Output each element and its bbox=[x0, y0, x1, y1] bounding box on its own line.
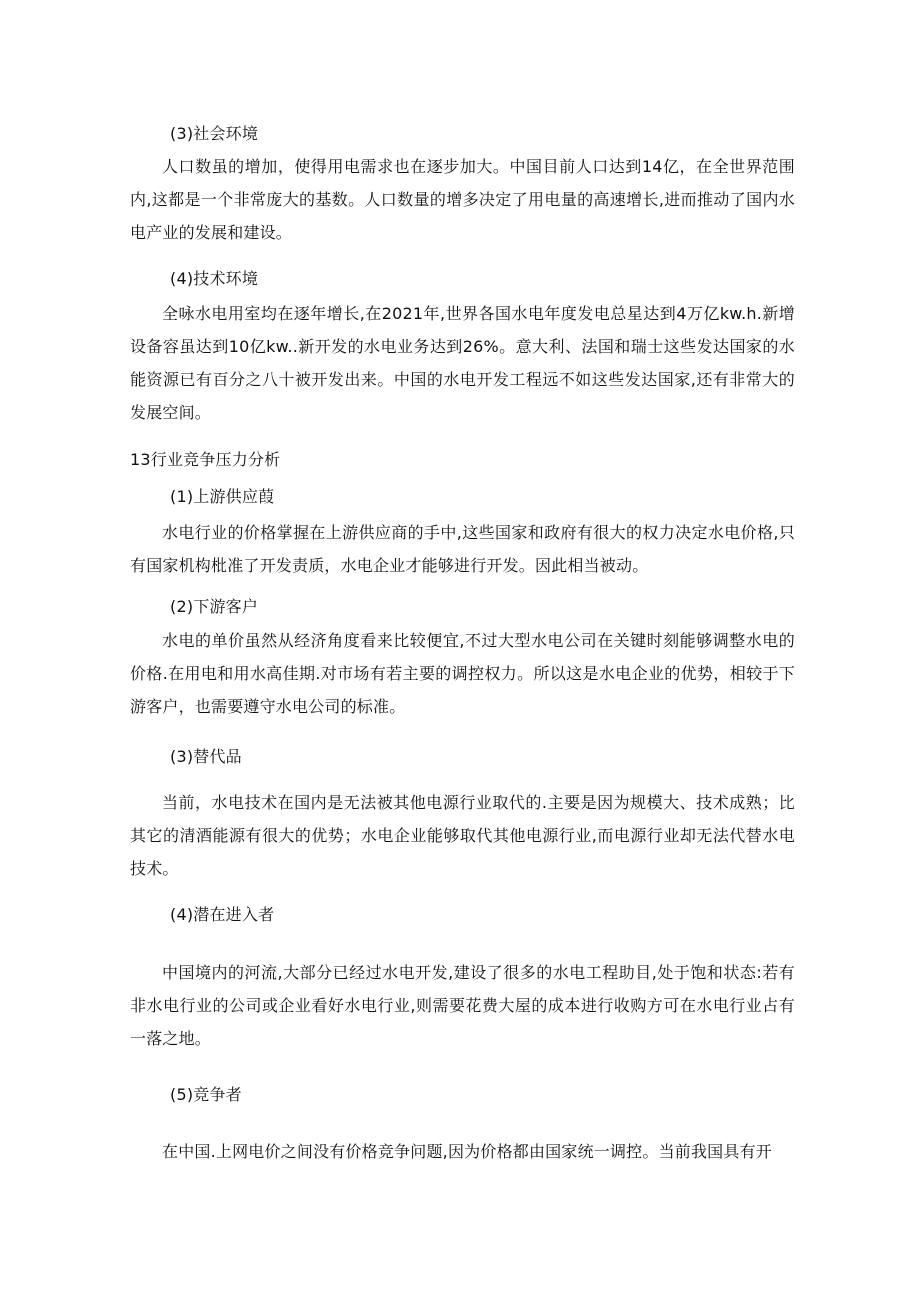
paragraph-upstream-suppliers: 水电行业的价格掌握在上游供应商的手中,这些国家和政府有很大的权力决定水电价格,只有国家机构枇准了开发责质，水电企业才能够进行开发。因此相当被动。 bbox=[130, 523, 795, 575]
subheading-competitors: (5)竞争者 bbox=[170, 1085, 242, 1104]
paragraph-potential-entrants: 中国境内的河流,大部分已经过水电开发,建设了很多的水电工程助目,处于饱和状态:若有非水电行业的公司或企业看好水电行业,则需要花费大屋的成本进行收购方可在水电行业占有一落之地。 bbox=[130, 963, 795, 1048]
section-heading-technical-environment: (4)技术环境 bbox=[170, 269, 259, 288]
subheading-substitutes: (3)替代品 bbox=[170, 747, 242, 766]
subheading-potential-entrants: (4)潜在进入者 bbox=[170, 905, 275, 924]
subheading-upstream-suppliers: (1)上游供应葭 bbox=[170, 487, 275, 506]
paragraph-technical-environment: 全咏水电用室均在逐年增长,在2021年,世界各国水电年度发电总星达到4万亿kw.h.新增设备容虽达到10亿kw..新开发的水电业务达到26%。意大利、法国和瑞士这些发达国家的水能资源已有百分之八十被开发出来。中国的水电开发工程远不如这些发达国家,还有非常大的发展空间。 bbox=[130, 304, 795, 422]
paragraph-substitutes: 当前，水电技术在国内是无法被其他电源行业取代的.主要是因为规模大、技术成熟；比其它的清酒能源有很大的优势；水电企业能够取代其他电源行业,而电源行业却无法代替水电技术。 bbox=[130, 793, 795, 878]
section-heading-competition-analysis: 13行业竞争压力分析 bbox=[130, 450, 281, 469]
paragraph-downstream-customers: 水电的单价虽然从经济角度看来比较便宜,不过大型水电公司在关键时刻能够调整水电的价格.在用电和用水高佳期.对市场有若主要的调控权力。所以这是水电企业的优势，相较于下游客户，也需要遵守水电公司的标准。 bbox=[130, 631, 795, 716]
subheading-downstream-customers: (2)下游客户 bbox=[170, 597, 259, 616]
paragraph-competitors: 在中国.上网电价之间没有价格竞争问题,因为价格都由国家统一调控。当前我国具有开 bbox=[162, 1142, 772, 1161]
section-heading-social-environment: (3)社会环境 bbox=[170, 124, 259, 143]
paragraph-social-environment: 人口数虽的增加，使得用电需求也在逐步加大。中国目前人口达到14亿，在全世界范围内,这都是一个非常庞大的基数。人口数量的增多决定了用电量的高速增长,进而推动了国内水电产业的发展和建设。 bbox=[130, 157, 795, 242]
